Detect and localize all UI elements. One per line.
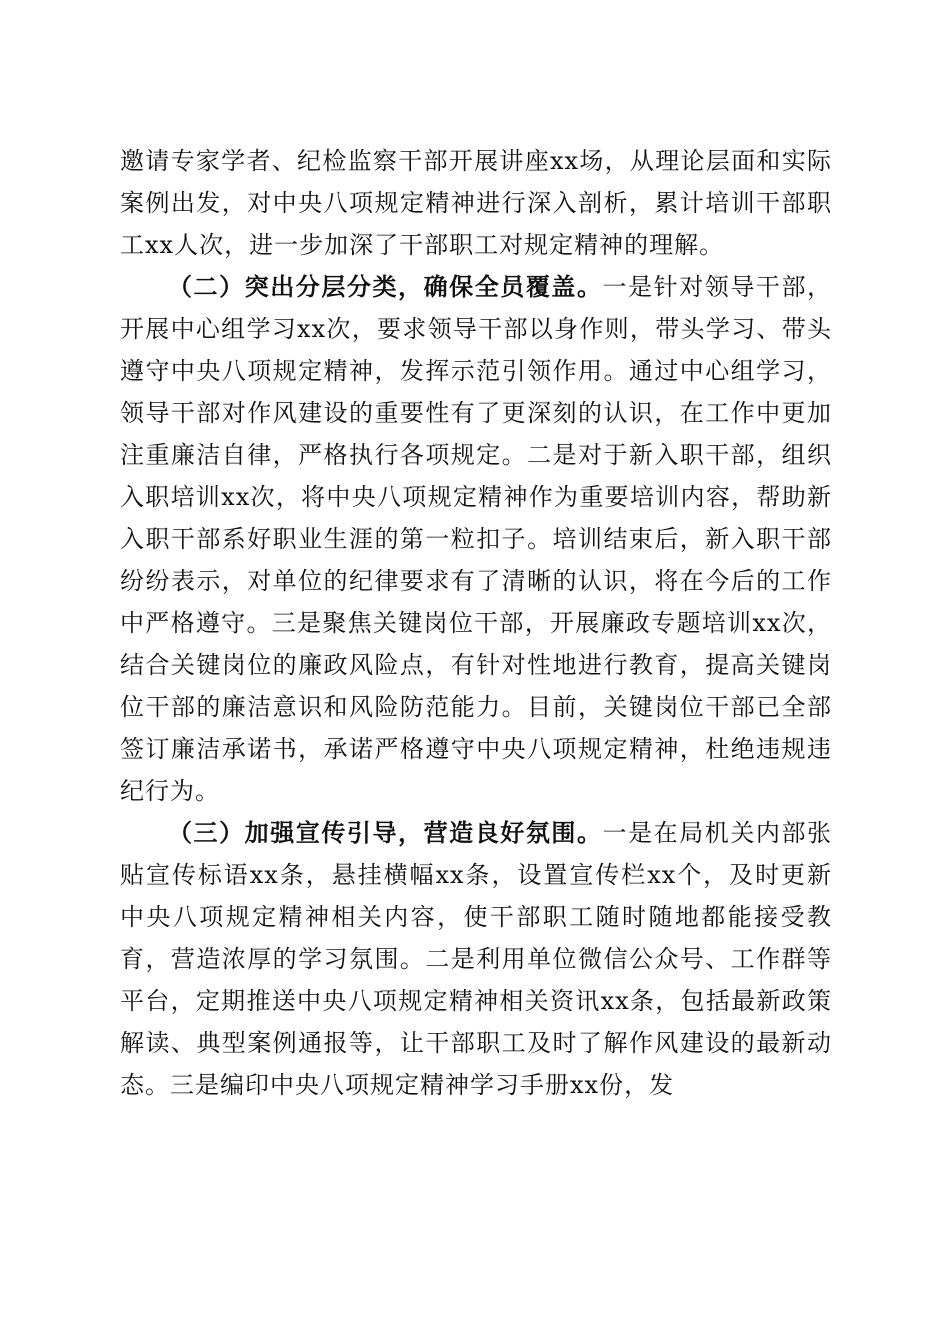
paragraph-text: 邀请专家学者、纪检监察干部开展讲座xx场，从理论层面和实际案例出发，对中央八项规定精神进行深入剖析，累计培训干部职工xx人次，进一步加深了干部职工对规定精神的理解。 <box>120 147 832 259</box>
paragraph-continued <box>120 140 832 266</box>
paragraph-section-3 <box>120 812 832 1106</box>
paragraph-text: 一是在局机关内部张贴宣传标语xx条，悬挂横幅xx条，设置宣传栏xx个，及时更新中央八项规定精神相关内容，使干部职工随时随地都能接受教育，营造浓厚的学习氛围。二是利用单位微信公众号、工作群等平台，定期推送中央八项规定精神相关资讯xx条，包括最新政策解读、典型案例通报等，让干部职工及时了解作风建设的最新动态。三是编印中央八项规定精神学习手册xx份，发 <box>120 819 833 1099</box>
paragraph-text: 一是针对领导干部，开展中心组学习xx次，要求领导干部以身作则，带头学习、带头遵守中央八项规定精神，发挥示范引领作用。通过中心组学习，领导干部对作风建设的重要性有了更深刻的认识，在工作中更加注重廉洁自律，严格执行各项规定。二是对于新入职干部，组织入职培训xx次，将中央八项规定精神作为重要培训内容，帮助新入职干部系好职业生涯的第一粒扣子。培训结束后，新入职干部纷纷表示，对单位的纪律要求有了清晰的认识，将在今后的工作中严格遵守。三是聚焦关键岗位干部，开展廉政专题培训xx次，结合关键岗位的廉政风险点，有针对性地进行教育，提高关键岗位干部的廉洁意识和风险防范能力。目前，关键岗位干部已全部签订廉洁承诺书，承诺严格遵守中央八项规定精神，杜绝违规违纪行为。 <box>120 273 833 805</box>
section-heading: （二）突出分层分类，确保全员覆盖。 <box>168 272 603 301</box>
paragraph-section-2 <box>120 266 832 812</box>
section-heading: （三）加强宣传引导，营造良好氛围。 <box>168 818 603 847</box>
document-body <box>120 140 832 1106</box>
